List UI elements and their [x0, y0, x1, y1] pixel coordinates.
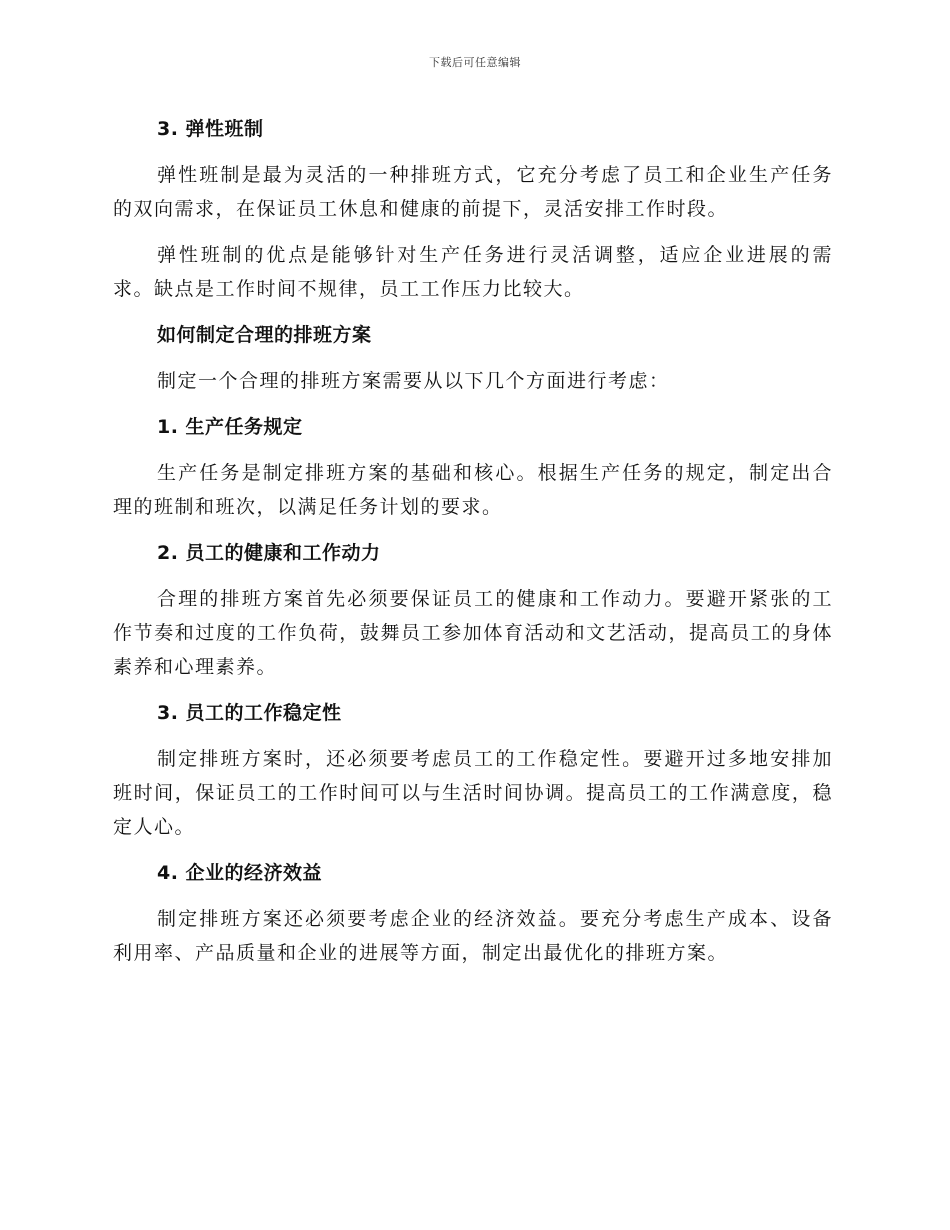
section-heading-work-stability: 3. 员工的工作稳定性: [157, 702, 342, 724]
paragraph-production-tasks: 生产任务是制定排班方案的基础和核心。根据生产任务的规定，制定出合理的班制和班次，以满足任务计划的要求。: [113, 462, 833, 518]
paragraph-work-stability: 制定排班方案时，还必须要考虑员工的工作稳定性。要避开过多地安排加班时间，保证员工的工作时间可以与生活时间协调。提高员工的工作满意度，稳定人心。: [113, 748, 833, 838]
section-heading-how-to-schedule: 如何制定合理的排班方案: [157, 324, 372, 346]
page-header: 下载后可任意编辑: [429, 56, 521, 69]
document-body: [113, 112, 833, 982]
paragraph-employee-health: 合理的排班方案首先必须要保证员工的健康和工作动力。要避开紧张的工作节奏和过度的工作负荷，鼓舞员工参加体育活动和文艺活动，提高员工的身体素养和心理素养。: [113, 588, 833, 678]
paragraph-schedule-intro: 制定一个合理的排班方案需要从以下几个方面进行考虑：: [157, 370, 670, 392]
paragraph-economic-benefit: 制定排班方案还必须要考虑企业的经济效益。要充分考虑生产成本、设备利用率、产品质量和企业的进展等方面，制定出最优化的排班方案。: [113, 908, 833, 964]
section-heading-production-tasks: 1. 生产任务规定: [157, 416, 303, 438]
paragraph-flexible-shift-pros-cons: 弹性班制的优点是能够针对生产任务进行灵活调整，适应企业进展的需求。缺点是工作时间不规律，员工工作压力比较大。: [113, 244, 833, 300]
section-heading-flexible-shift: 3. 弹性班制: [157, 118, 264, 140]
section-heading-economic-benefit: 4. 企业的经济效益: [157, 862, 323, 884]
paragraph-flexible-shift-definition: 弹性班制是最为灵活的一种排班方式，它充分考虑了员工和企业生产任务的双向需求，在保证员工休息和健康的前提下，灵活安排工作时段。: [113, 164, 833, 220]
section-heading-employee-health: 2. 员工的健康和工作动力: [157, 542, 381, 564]
